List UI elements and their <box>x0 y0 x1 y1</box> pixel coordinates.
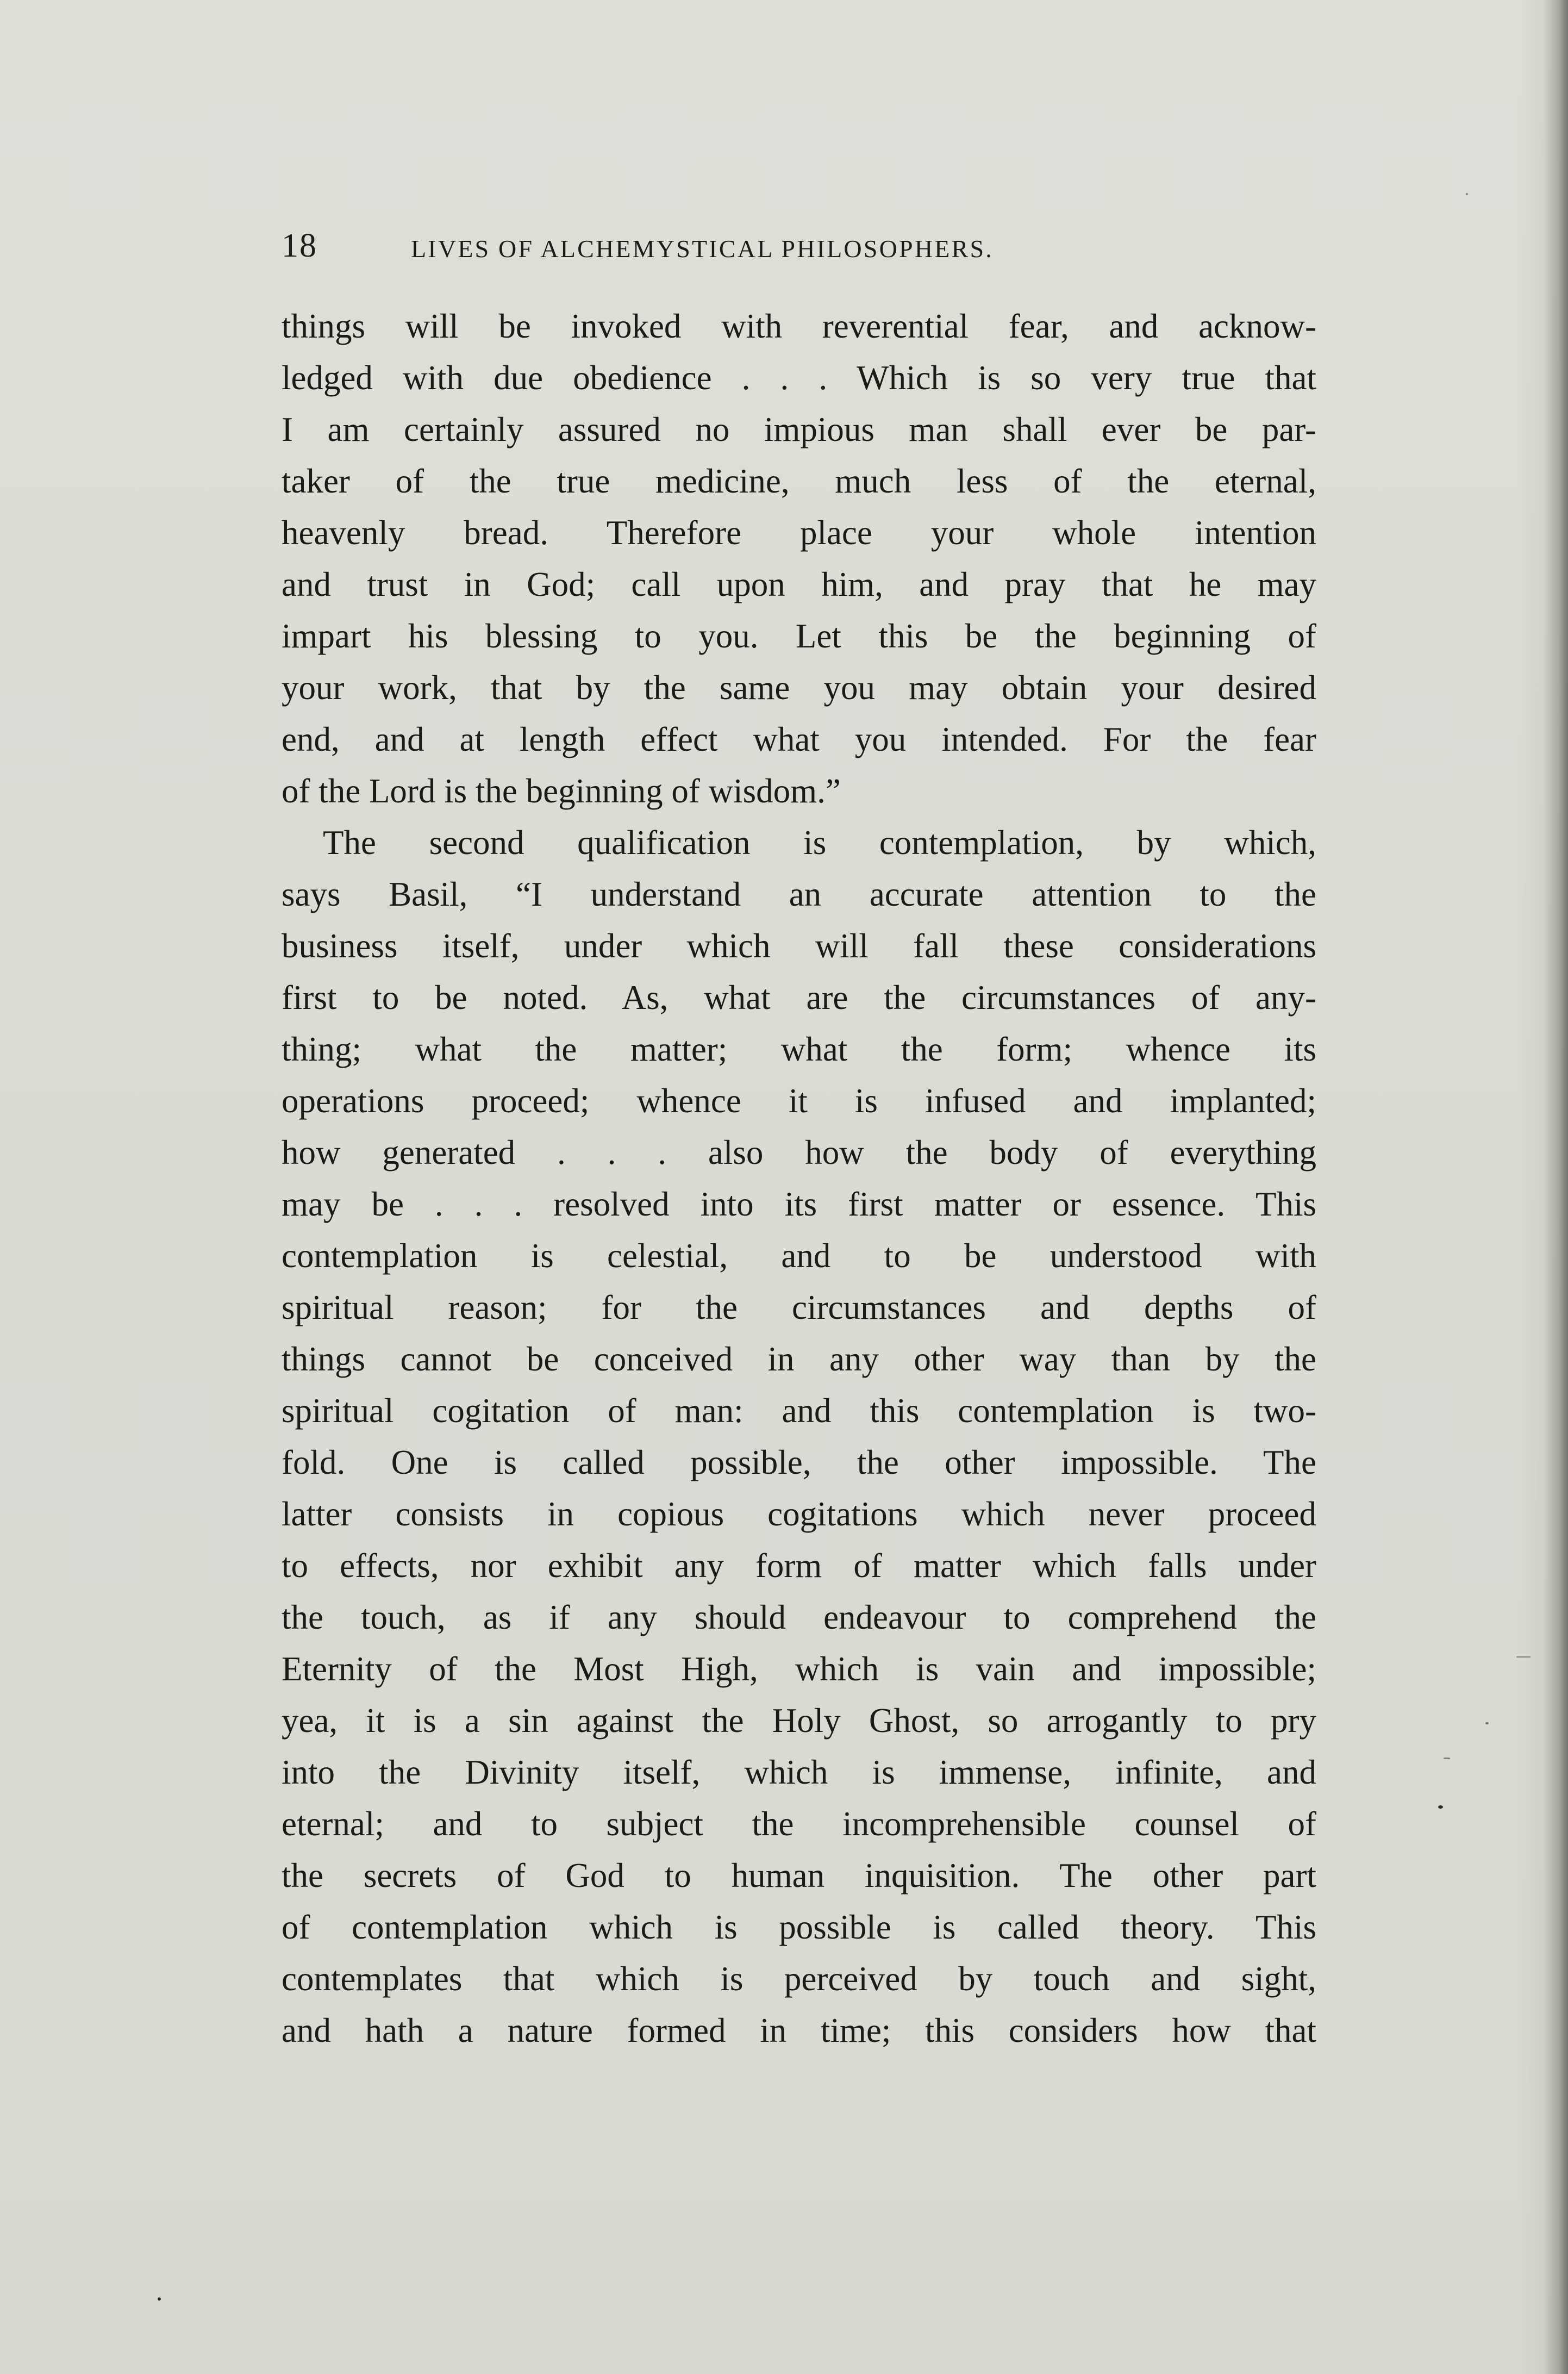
scan-speck <box>1444 1758 1450 1759</box>
paragraph-1 <box>282 301 1316 817</box>
text-line: business itself, under which will fall these considerations <box>282 927 1316 965</box>
page-number: 18 <box>282 227 317 264</box>
text-line: yea, it is a sin against the Holy Ghost, so arrogantly to pry <box>282 1702 1316 1740</box>
text-line: the secrets of God to human inquisition. The other part <box>282 1856 1316 1895</box>
text-line: fold. One is called possible, the other impossible. The <box>282 1443 1316 1481</box>
scan-speck <box>1438 1805 1443 1809</box>
text-line: first to be noted. As, what are the circumstances of any- <box>282 979 1316 1017</box>
text-line: says Basil, “I understand an accurate attention to the <box>282 875 1316 913</box>
text-line: ledged with due obedience . . . Which is so very true that <box>282 359 1316 397</box>
text-line: things cannot be conceived in any other way than by the <box>282 1340 1316 1378</box>
text-line: may be . . . resolved into its first matter or essence. This <box>282 1185 1316 1223</box>
text-line: heavenly bread. Therefore place your whole intention <box>282 514 1316 552</box>
text-line: your work, that by the same you may obtain your desired <box>282 669 1316 707</box>
running-title: LIVES OF ALCHEMYSTICAL PHILOSOPHERS. <box>411 235 994 263</box>
text-line: Eternity of the Most High, which is vain and impossible; <box>282 1650 1316 1688</box>
running-head <box>282 224 1314 267</box>
text-line: into the Divinity itself, which is immense, infinite, and <box>282 1753 1316 1791</box>
text-line: how generated . . . also how the body of everything <box>282 1133 1316 1172</box>
text-line: of the Lord is the beginning of wisdom.” <box>282 772 841 810</box>
text-line: eternal; and to subject the incomprehensible counsel of <box>282 1805 1316 1843</box>
text-line: I am certainly assured no impious man shall ever be par- <box>282 410 1316 448</box>
text-line: thing; what the matter; what the form; whence its <box>282 1030 1316 1068</box>
body-text <box>282 301 1316 2057</box>
text-line: operations proceed; whence it is infused and implanted; <box>282 1082 1316 1120</box>
text-line: impart his blessing to you. Let this be the beginning of <box>282 617 1316 655</box>
text-line: latter consists in copious cogitations which never proceed <box>282 1495 1316 1533</box>
text-line: taker of the true medicine, much less of the eternal, <box>282 462 1316 500</box>
text-line: things will be invoked with reverential fear, and acknow- <box>282 307 1316 345</box>
text-line: spiritual cogitation of man: and this contemplation is two- <box>282 1392 1316 1430</box>
paragraph-2 <box>282 817 1316 2057</box>
text-line: spiritual reason; for the circumstances and depths of <box>282 1288 1316 1326</box>
text-line: the touch, as if any should endeavour to comprehend the <box>282 1598 1316 1636</box>
text-line: contemplation is celestial, and to be understood with <box>282 1237 1316 1275</box>
text-line: end, and at length effect what you intended. For the fear <box>282 720 1316 758</box>
text-line: of contemplation which is possible is called theory. This <box>282 1908 1316 1946</box>
text-line: and hath a nature formed in time; this considers how that <box>282 2011 1316 2049</box>
scan-speck <box>1485 1722 1489 1724</box>
scan-speck <box>158 2297 161 2301</box>
text-line: contemplates that which is perceived by touch and sight, <box>282 1960 1316 1998</box>
scan-speck <box>1516 1656 1530 1658</box>
scan-speck <box>1466 193 1468 195</box>
text-line: and trust in God; call upon him, and pray that he may <box>282 565 1316 603</box>
text-line: The second qualification is contemplation, by which, <box>323 824 1316 862</box>
text-line: to effects, nor exhibit any form of matter which falls under <box>282 1547 1316 1585</box>
